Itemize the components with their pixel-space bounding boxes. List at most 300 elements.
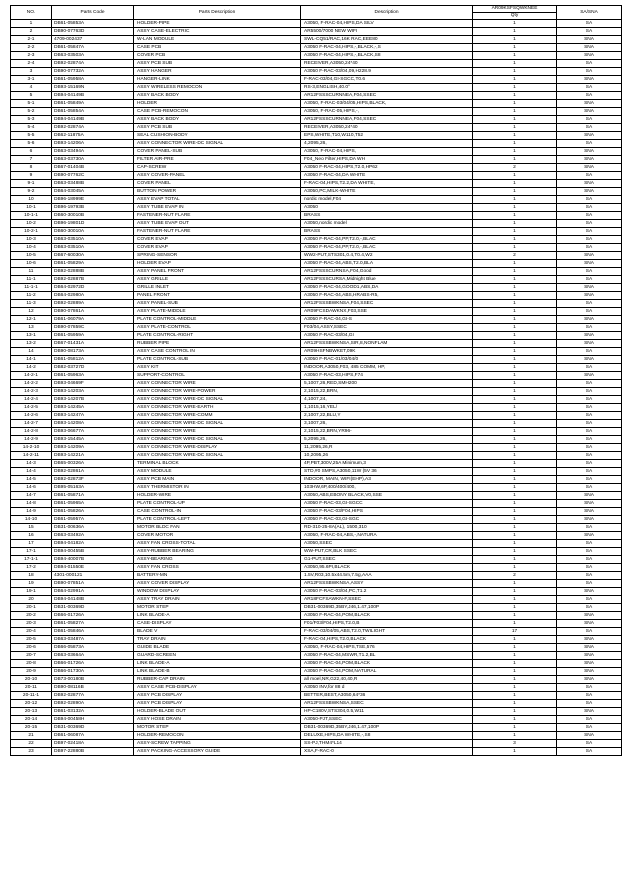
cell-parts-code: DB90-08116B [52, 684, 134, 692]
cell-parts-code: DB63-03494A [52, 148, 134, 156]
cell-sa-sna: SA [557, 524, 622, 532]
cell-description: INDOOR,A3050,F03, 485 COMM, HP, [301, 364, 473, 372]
cell-part-number: 7 [11, 156, 52, 164]
cell-description: 2,1015,22,BRN, [301, 388, 473, 396]
table-row [11, 604, 622, 612]
table-row [11, 364, 622, 372]
cell-parts-code: DB64-02980A [52, 292, 134, 300]
table-row [11, 732, 622, 740]
cell-parts-code: DB90-08173A [52, 348, 134, 356]
cell-part-number: 11-3 [11, 300, 52, 308]
cell-parts-code: DB64-02972D [52, 284, 134, 292]
cell-part-number: 14-5 [11, 476, 52, 484]
cell-sa-sna: SNA [557, 356, 622, 364]
cell-parts-description: ASSY PLATE-CONTROL [134, 324, 301, 332]
cell-parts-code: DB61-05846A [52, 628, 134, 636]
cell-parts-description: PLATE CONTROL-SUB [134, 356, 301, 364]
cell-sa-sna: SA [557, 564, 622, 572]
cell-description: AR12FSSSBWKNSA,SIR,8,NONFLAM [301, 340, 473, 348]
header-parts-description: Parts Description [134, 6, 301, 20]
cell-parts-code: DB63-03488B [52, 180, 134, 188]
cell-part-number: 20-11 [11, 684, 52, 692]
cell-quantity: 1 [473, 564, 557, 572]
cell-quantity: 1 [473, 364, 557, 372]
cell-part-number: 17-1-1 [11, 556, 52, 564]
cell-part-number: 22 [11, 740, 52, 748]
cell-description: A3050 F-RAC-04,HIPS,-,BLACK,-,S [301, 44, 473, 52]
cell-quantity: 1 [473, 516, 557, 524]
cell-quantity: 1 [473, 108, 557, 116]
cell-parts-code: DB94-04182A [52, 540, 134, 548]
cell-parts-description: ASSY CASE-ELECTRIC [134, 28, 301, 36]
table-row [11, 452, 622, 460]
cell-sa-sna: SA [557, 724, 622, 732]
cell-parts-description: ASSY HANGER [134, 68, 301, 76]
header-sa-sna: SA/SNA [557, 6, 622, 20]
header-model: AR09KSFSQWKNEE [473, 6, 557, 13]
cell-parts-code: DB63-03510A [52, 244, 134, 252]
cell-description: F01/F03/F04,HIPS,T2.0,B [301, 620, 473, 628]
cell-part-number: 11-1 [11, 276, 52, 284]
cell-parts-description: COVER PANEL [134, 180, 301, 188]
cell-part-number: 20-8 [11, 660, 52, 668]
cell-quantity: 1 [473, 60, 557, 68]
cell-description: A3050 F-RAC-04,ABS,HRABS-R5, [301, 292, 473, 300]
cell-parts-code: DB93-14207B [52, 396, 134, 404]
cell-quantity: 1 [473, 228, 557, 236]
cell-quantity: 17 [473, 628, 557, 636]
table-row [11, 468, 622, 476]
cell-part-number: 20 [11, 596, 52, 604]
cell-parts-description: PLATE CONTROL-MIDDLE [134, 316, 301, 324]
cell-parts-code: DB93-14221A [52, 452, 134, 460]
cell-parts-code: DB61-05812A [52, 356, 134, 364]
cell-description: A3050,nordic model [301, 220, 473, 228]
cell-parts-code: DB61-03132A [52, 708, 134, 716]
cell-description: A3050,SSEC [301, 540, 473, 548]
cell-parts-code: DB94-00458H [52, 716, 134, 724]
cell-parts-description: PLATE CONTROL-LEFT [134, 516, 301, 524]
cell-description: RECEIVER,A3050,24*40 [301, 124, 473, 132]
cell-part-number: 20-5 [11, 636, 52, 644]
cell-quantity: 1 [473, 236, 557, 244]
cell-parts-code: DB61-05853A [52, 20, 134, 28]
cell-quantity: 1 [473, 44, 557, 52]
cell-parts-description: ASSY TUBE EVAP IN [134, 204, 301, 212]
cell-part-number: 20-4 [11, 628, 52, 636]
cell-description: AR12FSSSCURNNEA,F04,SSEC [301, 92, 473, 100]
cell-description: BETTER,BEST,A3050,64*36 [301, 692, 473, 700]
cell-sa-sna: SA [557, 300, 622, 308]
cell-sa-sna: SA [557, 308, 622, 316]
cell-part-number: 17 [11, 540, 52, 548]
cell-description: AR09HSFNBWKET,09K [301, 348, 473, 356]
cell-sa-sna: SA [557, 92, 622, 100]
cell-sa-sna: SA [557, 740, 622, 748]
cell-sa-sna: SA [557, 124, 622, 132]
cell-part-number: 14-8 [11, 500, 52, 508]
cell-part-number: 17-1 [11, 548, 52, 556]
cell-parts-code: DB66-01726A [52, 612, 134, 620]
cell-description: A3050 F-RAC-03/04,09,H228.9 [301, 68, 473, 76]
cell-parts-description: CAP-SCREW [134, 164, 301, 172]
cell-parts-code: DB63-03730A [52, 156, 134, 164]
cell-parts-code: DB61-06079A [52, 316, 134, 324]
cell-parts-description: BLADE V [134, 628, 301, 636]
table-row [11, 716, 622, 724]
cell-quantity: 1 [473, 620, 557, 628]
cell-parts-code: DB96-18999E [52, 196, 134, 204]
table-row [11, 220, 622, 228]
cell-description: BRASS [301, 212, 473, 220]
cell-part-number: 14-2-2 [11, 380, 52, 388]
cell-part-number: 14-7 [11, 492, 52, 500]
cell-sa-sna: SNA [557, 708, 622, 716]
cell-description: 2,1007,22,BLU,Y [301, 412, 473, 420]
cell-description: SS-PJ,THM4*L14 [301, 740, 473, 748]
cell-parts-code: DB97-02418A [52, 740, 134, 748]
cell-quantity: 1 [473, 724, 557, 732]
cell-parts-code: DB93-15169N [52, 84, 134, 92]
cell-parts-description: ASSY CONNECTOR WIRE-DC SIGNAL [134, 396, 301, 404]
table-row [11, 84, 622, 92]
cell-sa-sna: SA [557, 596, 622, 604]
cell-parts-code: DB31-00369D [52, 724, 134, 732]
cell-description: 1.5V,R03,10.5x44.5m,7.5g,AAA [301, 572, 473, 580]
cell-quantity: 1 [473, 444, 557, 452]
cell-sa-sna: SNA [557, 636, 622, 644]
cell-quantity: 1 [473, 556, 557, 564]
cell-description: RS-3,ENGLISH,40.0° [301, 84, 473, 92]
cell-parts-description: MOTOR STEP [134, 604, 301, 612]
cell-sa-sna: SA [557, 196, 622, 204]
table-row [11, 108, 622, 116]
cell-part-number: 14-2-11 [11, 452, 52, 460]
cell-parts-description: LINK BLADE-A [134, 660, 301, 668]
table-row [11, 412, 622, 420]
cell-part-number: 9 [11, 172, 52, 180]
cell-parts-code: DB96-19793B [52, 204, 134, 212]
cell-description: AR12FSSSBWKNSA,ASSY [301, 580, 473, 588]
cell-parts-code: DB61-05957A [52, 516, 134, 524]
cell-description: A3050 F-RAC-04,POM,BLACK [301, 612, 473, 620]
cell-description: A3050 F-RAC-04,GI-S [301, 316, 473, 324]
cell-quantity: 1 [473, 580, 557, 588]
cell-sa-sna: SNA [557, 732, 622, 740]
cell-description: A3050 F-RAC-03,GI-SGCC [301, 500, 473, 508]
cell-parts-code: DB61-05849A [52, 100, 134, 108]
cell-parts-code: DB92-02887B [52, 276, 134, 284]
table-row [11, 524, 622, 532]
cell-sa-sna: SA [557, 172, 622, 180]
cell-parts-description: CASE PCB [134, 44, 301, 52]
cell-part-number: 6 [11, 148, 52, 156]
cell-parts-code: DB90-07861A [52, 308, 134, 316]
table-row [11, 308, 622, 316]
cell-sa-sna: SNA [557, 516, 622, 524]
table-row [11, 292, 622, 300]
table-row [11, 372, 622, 380]
cell-parts-description: ASSY PACKING-ACCESSORY GUIDE [134, 748, 301, 756]
cell-part-number: 14-2-7 [11, 420, 52, 428]
cell-parts-description: HOLDER-PIPE [134, 20, 301, 28]
cell-part-number: 4 [11, 84, 52, 92]
cell-parts-description: ASSY FAN CROSS [134, 564, 301, 572]
cell-parts-description: COVER PANEL-SUB [134, 148, 301, 156]
cell-parts-code: DB90-07732A [52, 68, 134, 76]
cell-sa-sna: SA [557, 460, 622, 468]
cell-description: RECEIVER,A3050,24*40 [301, 60, 473, 68]
cell-description: A3050, F-RAC-03/04/05,HIPS,BLACK, [301, 100, 473, 108]
cell-parts-description: PLATE CONTROL-RIGHT [134, 332, 301, 340]
cell-sa-sna: SA [557, 444, 622, 452]
cell-quantity: 1 [473, 732, 557, 740]
cell-quantity: 1 [473, 596, 557, 604]
cell-description: 5,2095,26, [301, 436, 473, 444]
cell-parts-description: HOLDER-BLADE OUT [134, 708, 301, 716]
cell-parts-code: DB93-15445A [52, 436, 134, 444]
cell-parts-code: DB61-06087A [52, 732, 134, 740]
cell-sa-sna: SNA [557, 532, 622, 540]
cell-description: SWL-CQ51/RAC,16K RAC,EEE80 [301, 36, 473, 44]
cell-part-number: 8 [11, 164, 52, 172]
table-row [11, 52, 622, 60]
cell-parts-description: FILTER AIR-PRE [134, 156, 301, 164]
cell-description: F-RAC-03/04,GI-SGCC,T0.6 [301, 76, 473, 84]
cell-description: RD-310-25-8A(AL), 1500,310 [301, 524, 473, 532]
cell-description: A3050 F-RAC-04,MSWR,T1.2,BL [301, 652, 473, 660]
cell-parts-code: DB60-30010B [52, 212, 134, 220]
cell-description: 4,1007,24, [301, 396, 473, 404]
cell-description: AR12FSSSCURNNEA,F04,SSEC [301, 116, 473, 124]
cell-parts-code: DB92-02874A [52, 60, 134, 68]
table-row [11, 300, 622, 308]
cell-parts-description: ASSY-SCREW TAPPING [134, 740, 301, 748]
cell-parts-description: FASTENER-NUT FLARE [134, 228, 301, 236]
cell-quantity: 1 [473, 20, 557, 28]
cell-quantity: 1 [473, 356, 557, 364]
cell-description: 11,2095,26,R [301, 444, 473, 452]
cell-sa-sna: SA [557, 268, 622, 276]
cell-description: WW2-PUT,STS301,0.4,T0.4,W2 [301, 252, 473, 260]
cell-sa-sna: SA [557, 412, 622, 420]
cell-parts-code: DB93-14208A [52, 420, 134, 428]
cell-sa-sna: SNA [557, 588, 622, 596]
cell-sa-sna: SA [557, 572, 622, 580]
cell-description: A3050 F-RAC-03,HIPS,F74 [301, 372, 473, 380]
cell-sa-sna: SA [557, 436, 622, 444]
cell-description: DELUXE,HIPS,DA WHITE,-,S8 [301, 732, 473, 740]
cell-quantity: 1 [473, 140, 557, 148]
cell-description: A3050,95.6PI,BLACK [301, 564, 473, 572]
cell-parts-description: COVER EVAP [134, 236, 301, 244]
table-row [11, 572, 622, 580]
cell-parts-description: ASSY COVER-PANEL [134, 172, 301, 180]
cell-sa-sna: SA [557, 20, 622, 28]
cell-description: AR12FSSSCURSA,Midnight Blue [301, 276, 473, 284]
cell-parts-code: DB64-03045A [52, 188, 134, 196]
cell-part-number: 21 [11, 732, 52, 740]
cell-parts-code: DB61-05958A [52, 76, 134, 84]
table-row [11, 188, 622, 196]
cell-quantity: 1 [473, 532, 557, 540]
cell-description: 4P,PBT,300V,25A Minimum,3 [301, 460, 473, 468]
cell-part-number: 14 [11, 348, 52, 356]
cell-description: A3050, F-RAC-04,ABS,-,NATURA [301, 532, 473, 540]
cell-description: A3050-PJT,SSEC [301, 716, 473, 724]
cell-part-number: 12-1 [11, 316, 52, 324]
cell-sa-sna: SNA [557, 492, 622, 500]
cell-part-number: 5-2 [11, 108, 52, 116]
cell-quantity: 1 [473, 508, 557, 516]
cell-part-number: 16 [11, 532, 52, 540]
cell-sa-sna: SA [557, 60, 622, 68]
table-row [11, 692, 622, 700]
table-row [11, 516, 622, 524]
cell-parts-description: W-LAN MODULE [134, 36, 301, 44]
table-row [11, 628, 622, 636]
cell-quantity: 1 [473, 588, 557, 596]
cell-parts-description: ASSY CONNECTOR WIRE [134, 428, 301, 436]
cell-part-number: 10-2 [11, 220, 52, 228]
cell-quantity: 2 [473, 164, 557, 172]
cell-sa-sna: SNA [557, 36, 622, 44]
parts-table [10, 5, 622, 756]
cell-parts-description: GRILLE INLET [134, 284, 301, 292]
cell-sa-sna: SA [557, 700, 622, 708]
cell-quantity: 1 [473, 268, 557, 276]
cell-description: A3050, F-RAC-05,HIPS,-, [301, 108, 473, 116]
cell-quantity: 1 [473, 212, 557, 220]
cell-sa-sna: SA [557, 684, 622, 692]
cell-description: EPS,WHITE,T10,W110,T52 [301, 132, 473, 140]
cell-sa-sna: SNA [557, 284, 622, 292]
cell-part-number: 14-9 [11, 508, 52, 516]
cell-sa-sna: SNA [557, 660, 622, 668]
cell-part-number: 20-6 [11, 644, 52, 652]
cell-parts-description: TRAY DRAIN [134, 636, 301, 644]
cell-parts-description: ASSY PANEL-SUB [134, 300, 301, 308]
cell-quantity: 1 [473, 76, 557, 84]
cell-parts-code: DB63-03487A [52, 636, 134, 644]
cell-sa-sna: SNA [557, 652, 622, 660]
header-description: Description [301, 6, 473, 20]
cell-quantity: 1 [473, 484, 557, 492]
cell-part-number: 2-1 [11, 36, 52, 44]
cell-part-number: 1 [11, 20, 52, 28]
table-row [11, 444, 622, 452]
cell-sa-sna: SA [557, 396, 622, 404]
cell-part-number: 20-10 [11, 676, 52, 684]
cell-quantity: 1 [473, 204, 557, 212]
cell-sa-sna: SA [557, 476, 622, 484]
cell-part-number: 14-2-6 [11, 412, 52, 420]
cell-description: A3050 F-RAC-03/04,PC,T1.2 [301, 588, 473, 596]
cell-part-number: 15 [11, 524, 52, 532]
table-row [11, 460, 622, 468]
cell-sa-sna: SNA [557, 508, 622, 516]
cell-parts-code: DB94-40007B [52, 556, 134, 564]
cell-parts-description: GUIDE BLADE [134, 644, 301, 652]
table-row [11, 20, 622, 28]
cell-parts-code: DB66-05873A [52, 644, 134, 652]
cell-sa-sna: SA [557, 68, 622, 76]
cell-description: INDOOR, MAIN, WIFI(EHP),A3 [301, 476, 473, 484]
table-row [11, 36, 622, 44]
cell-sa-sna: SNA [557, 260, 622, 268]
cell-parts-code: DB66-01726A [52, 660, 134, 668]
cell-parts-code: DB60-30010A [52, 228, 134, 236]
cell-parts-code: DB93-14203A [52, 388, 134, 396]
cell-quantity: 1 [473, 340, 557, 348]
cell-quantity: 3 [473, 740, 557, 748]
cell-part-number: 14-6 [11, 484, 52, 492]
table-row [11, 92, 622, 100]
header-parts-code: Parts Code [52, 6, 134, 20]
table-row [11, 316, 622, 324]
cell-quantity: 1 [473, 148, 557, 156]
table-row [11, 532, 622, 540]
table-row [11, 196, 622, 204]
cell-parts-code: DB94-04149B [52, 92, 134, 100]
cell-sa-sna: SNA [557, 148, 622, 156]
cell-sa-sna: SNA [557, 156, 622, 164]
cell-parts-code: DB93-14247A [52, 412, 134, 420]
cell-part-number: 19-1 [11, 588, 52, 596]
table-row [11, 548, 622, 556]
cell-parts-description: ASSY BACK BODY [134, 92, 301, 100]
cell-part-number: 10-6 [11, 260, 52, 268]
cell-parts-description: MOTOR STEP [134, 724, 301, 732]
cell-description: A3050 INV,for 88 d [301, 684, 473, 692]
cell-part-number: 2 [11, 28, 52, 36]
cell-parts-description: HOLDER [134, 100, 301, 108]
cell-parts-description: ASSY PCB SUB [134, 60, 301, 68]
cell-part-number: 20-9 [11, 668, 52, 676]
cell-parts-description: LINK BLADE-A [134, 612, 301, 620]
cell-sa-sna: SA [557, 556, 622, 564]
table-row [11, 204, 622, 212]
cell-parts-description: FASTENER-NUT FLARE [134, 212, 301, 220]
cell-description: A3050 F-RAC-03/04,GI [301, 332, 473, 340]
cell-parts-description: ASSY PCB MAIN [134, 476, 301, 484]
table-row [11, 148, 622, 156]
cell-description: A3050 F-RAC-04,DA WHITE [301, 172, 473, 180]
cell-parts-code: DB64-02991A [52, 588, 134, 596]
cell-part-number: 14-2-5 [11, 404, 52, 412]
cell-parts-description: COVER EVAP [134, 244, 301, 252]
cell-parts-description: WINDOW DISPLAY [134, 588, 301, 596]
cell-parts-code: DB92-02889A [52, 300, 134, 308]
table-row [11, 684, 622, 692]
cell-quantity: 1 [473, 68, 557, 76]
cell-parts-code: DB73-00180B [52, 676, 134, 684]
cell-parts-code: DB93-14245A [52, 404, 134, 412]
cell-quantity: 1 [473, 612, 557, 620]
cell-sa-sna: SA [557, 140, 622, 148]
cell-part-number: 14-2-9 [11, 436, 52, 444]
cell-description: F-RAC-04,HIPS,T2.2,DA WHITE, [301, 180, 473, 188]
cell-part-number: 5-4 [11, 124, 52, 132]
cell-parts-description: RUBBER-CAP DRAIN [134, 676, 301, 684]
cell-description: 1,1015,16,YEL/ [301, 404, 473, 412]
table-row [11, 388, 622, 396]
cell-quantity: 1 [473, 348, 557, 356]
table-row [11, 180, 622, 188]
cell-part-number: 14-2-4 [11, 396, 52, 404]
table-row [11, 748, 622, 756]
cell-part-number: 14-2-10 [11, 444, 52, 452]
